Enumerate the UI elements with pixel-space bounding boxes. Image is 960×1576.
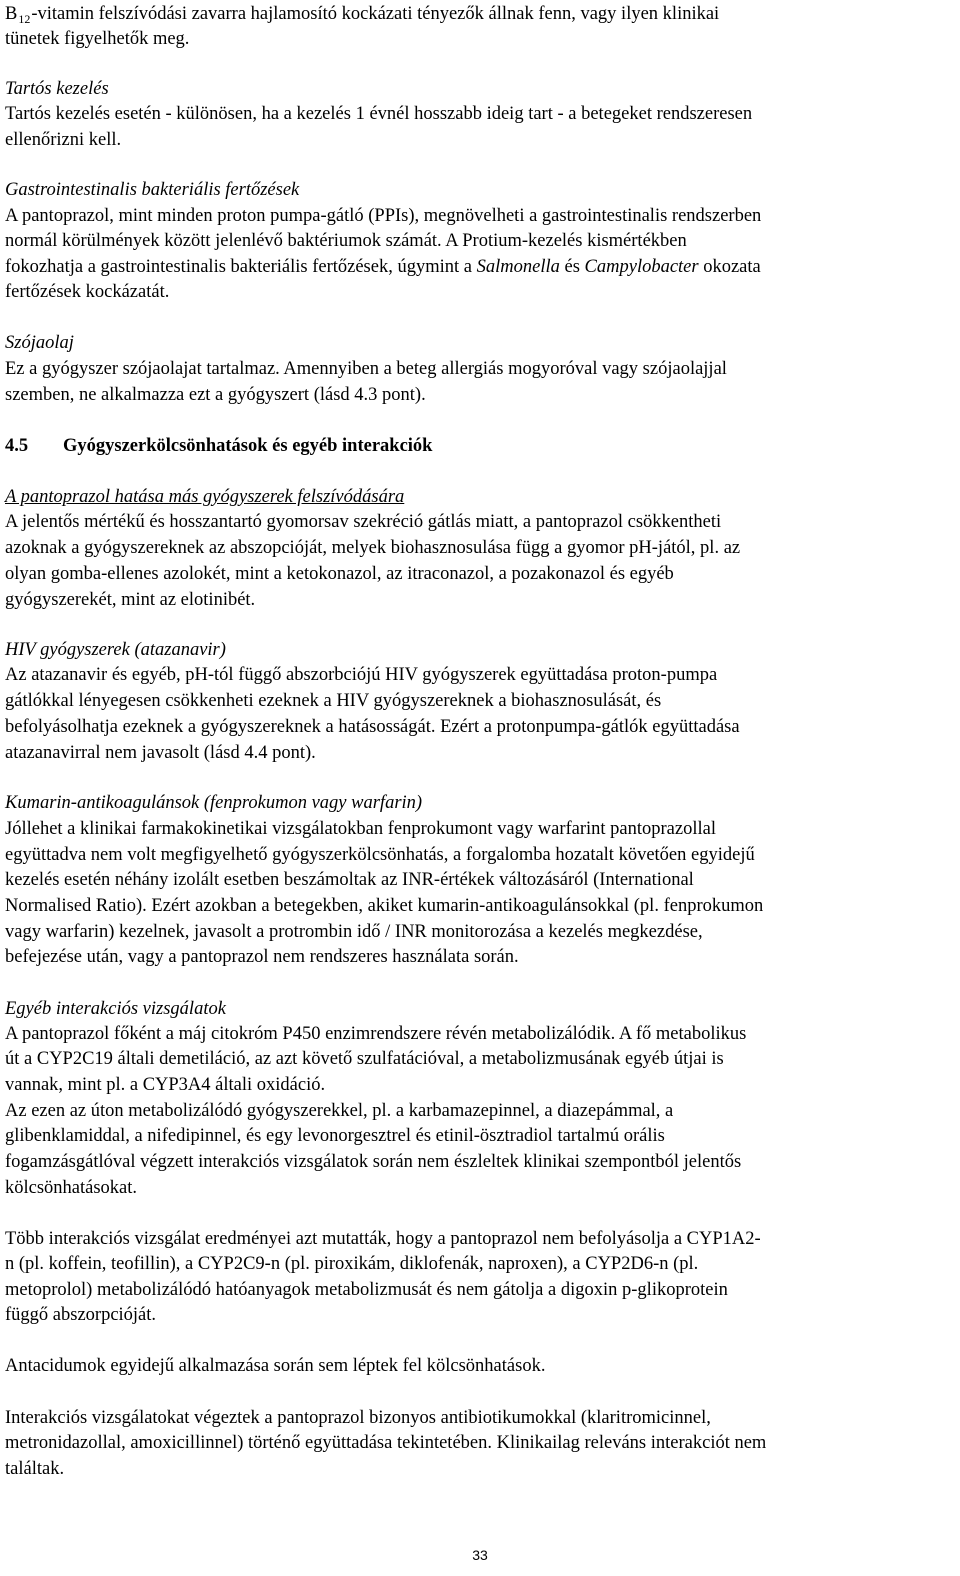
paragraph-line: befolyásolhatja ezeknek a gyógyszereknek a hatásosságát. Ezért a protonpumpa-gátlók együttadása bbox=[5, 717, 740, 737]
paragraph-line: metronidazollal, amoxicillinnel) történő együttadása tekintetében. Klinikailag releváns interakciót nem bbox=[5, 1433, 767, 1453]
paragraph-line: azoknak a gyógyszereknek az abszopcióját, melyek biohasznosulása függ a gyomor pH-jától, pl. az bbox=[5, 538, 741, 558]
paragraph-line: fogamzásgátlóval végzett interakciós vizsgálatok során nem észleltek klinikai szempontból jelentős bbox=[5, 1152, 742, 1172]
b-subscript: 12 bbox=[18, 12, 31, 26]
paragraph-line: együttadva nem volt megfigyelhető gyógyszerkölcsönhatás, a forgalomba hozatalt követően egyidejű bbox=[5, 845, 755, 865]
b-letter: B bbox=[5, 4, 18, 24]
salmonella-term: Salmonella bbox=[476, 257, 560, 277]
paragraph-line: befejezése után, vagy a pantoprazol nem rendszeres használata során. bbox=[5, 947, 519, 967]
paragraph-line: Tartós kezelés esetén - különösen, ha a kezelés 1 évnél hosszabb ideig tart - a betegeket rendszeresen bbox=[5, 104, 753, 124]
paragraph-line: Ez a gyógyszer szójaolajat tartalmaz. Amennyiben a beteg allergiás mogyoróval vagy szójaolajjal bbox=[5, 359, 727, 379]
coumarin-heading: Kumarin-antikoagulánsok (fenprokumon vagy warfarin) bbox=[5, 793, 423, 813]
intro-line-2: tünetek figyelhetők meg. bbox=[5, 29, 190, 49]
paragraph-line: glibenklamiddal, a nifedipinnel, és egy levonorgesztrel és etinil-ösztradiol tartalmú orális bbox=[5, 1126, 665, 1146]
intro-line-1 bbox=[5, 1, 719, 28]
paragraph-line: normál körülmények között jelenlévő baktériumok számát. A Protium-kezelés kismértékben bbox=[5, 231, 687, 251]
paragraph-line: gyógyszerekét, mint az elotinibét. bbox=[5, 590, 256, 610]
paragraph-line: olyan gomba-ellenes azolokét, mint a ketokonazol, az itraconazol, a pozakonazol és egyéb bbox=[5, 564, 674, 584]
paragraph-line: találtak. bbox=[5, 1459, 65, 1479]
paragraph-line: A pantoprazol, mint minden proton pumpa-gátló (PPIs), megnövelheti a gastrointestinalis rendszerben bbox=[5, 206, 762, 226]
paragraph-line: atazanavirral nem javasolt (lásd 4.4 pont). bbox=[5, 743, 316, 763]
paragraph-line: n (pl. koffein, teofillin), a CYP2C9-n (pl. piroxikám, diklofenák, naproxen), a CYP2D6-n (pl. bbox=[5, 1254, 699, 1274]
paragraph-line: ellenőrizni kell. bbox=[5, 130, 122, 150]
paragraph-line: függő abszorpcióját. bbox=[5, 1305, 157, 1325]
paragraph-line: kezelés esetén néhány izolált esetben beszámoltak az INR-értékek változásáról (International bbox=[5, 870, 694, 890]
intro-text: -vitamin felszívódási zavarra hajlamosító kockázati tényezők állnak fenn, vagy ilyen klinikai bbox=[31, 4, 720, 24]
paragraph-line: szemben, ne alkalmazza ezt a gyógyszert (lásd 4.3 pont). bbox=[5, 385, 426, 405]
paragraph-line: Interakciós vizsgálatokat végeztek a pantoprazol bizonyos antibiotikumokkal (klaritromicinnel, bbox=[5, 1408, 711, 1428]
paragraph-line: Az ezen az úton metabolizálódó gyógyszerekkel, pl. a karbamazepinnel, a diazepámmal, a bbox=[5, 1101, 674, 1121]
paragraph-line: Az atazanavir és egyéb, pH-tól függő abszorbciójú HIV gyógyszerek együttadása proton-pumpa bbox=[5, 665, 718, 685]
paragraph-line: Jóllehet a klinikai farmakokinetikai vizsgálatokban fenprokumont vagy warfarint pantoprazollal bbox=[5, 819, 716, 839]
section-title: Gyógyszerkölcsönhatások és egyéb interakciók bbox=[63, 436, 433, 456]
paragraph-line: vannak, mint pl. a CYP3A4 általi oxidáció. bbox=[5, 1075, 326, 1095]
paragraph-line: Több interakciós vizsgálat eredményei azt mutatták, hogy a pantoprazol nem befolyásolja a CYP1A2- bbox=[5, 1229, 761, 1249]
paragraph-line: út a CYP2C19 általi demetiláció, az azt követő szulfatációval, a metabolizmusának egyéb útjai is bbox=[5, 1049, 724, 1069]
paragraph-line: Normalised Ratio). Ezért azokban a betegekben, akiket kumarin-antikoagulánsokkal (pl. fenprokumon bbox=[5, 896, 764, 916]
campylobacter-term: Campylobacter bbox=[584, 257, 699, 277]
antacids-paragraph: Antacidumok egyidejű alkalmazása során sem léptek fel kölcsönhatások. bbox=[5, 1356, 546, 1376]
paragraph-line bbox=[5, 254, 761, 280]
paragraph-line: vagy warfarin) kezelnek, javasolt a protrombin idő / INR monitorozása a kezelés megkezdése, bbox=[5, 922, 703, 942]
long-treatment-heading: Tartós kezelés bbox=[5, 79, 109, 99]
hiv-heading: HIV gyógyszerek (atazanavir) bbox=[5, 640, 226, 660]
text-run: fokozhatja a gastrointestinalis bakteriális fertőzések, úgymint a bbox=[5, 257, 477, 277]
text-run: okozata bbox=[698, 257, 761, 277]
paragraph-line: kölcsönhatásokat. bbox=[5, 1178, 138, 1198]
gi-infection-heading: Gastrointestinalis bakteriális fertőzések bbox=[5, 180, 300, 200]
other-studies-heading: Egyéb interakciós vizsgálatok bbox=[5, 999, 226, 1019]
absorption-heading: A pantoprazol hatása más gyógyszerek felszívódására bbox=[5, 487, 405, 507]
section-heading bbox=[5, 433, 432, 459]
paragraph-line: metoprolol) metabolizálódó hatóanyagok metabolizmusát és nem gátolja a digoxin p-glikoprotein bbox=[5, 1280, 728, 1300]
page-number: 33 bbox=[472, 1547, 488, 1563]
paragraph-line: gátlókkal lényegesen csökkenheti ezeknek a HIV gyógyszereknek a biohasznosulását, és bbox=[5, 691, 662, 711]
text-run: és bbox=[559, 257, 585, 277]
soy-oil-heading: Szójaolaj bbox=[5, 333, 74, 353]
paragraph-line: A jelentős mértékű és hosszantartó gyomorsav szekréció gátlás miatt, a pantoprazol csökkentheti bbox=[5, 512, 722, 532]
section-number: 4.5 bbox=[5, 436, 29, 456]
paragraph-line: A pantoprazol főként a máj citokróm P450 enzimrendszere révén metabolizálódik. A fő metabolikus bbox=[5, 1024, 747, 1044]
paragraph-line: fertőzések kockázatát. bbox=[5, 282, 170, 302]
